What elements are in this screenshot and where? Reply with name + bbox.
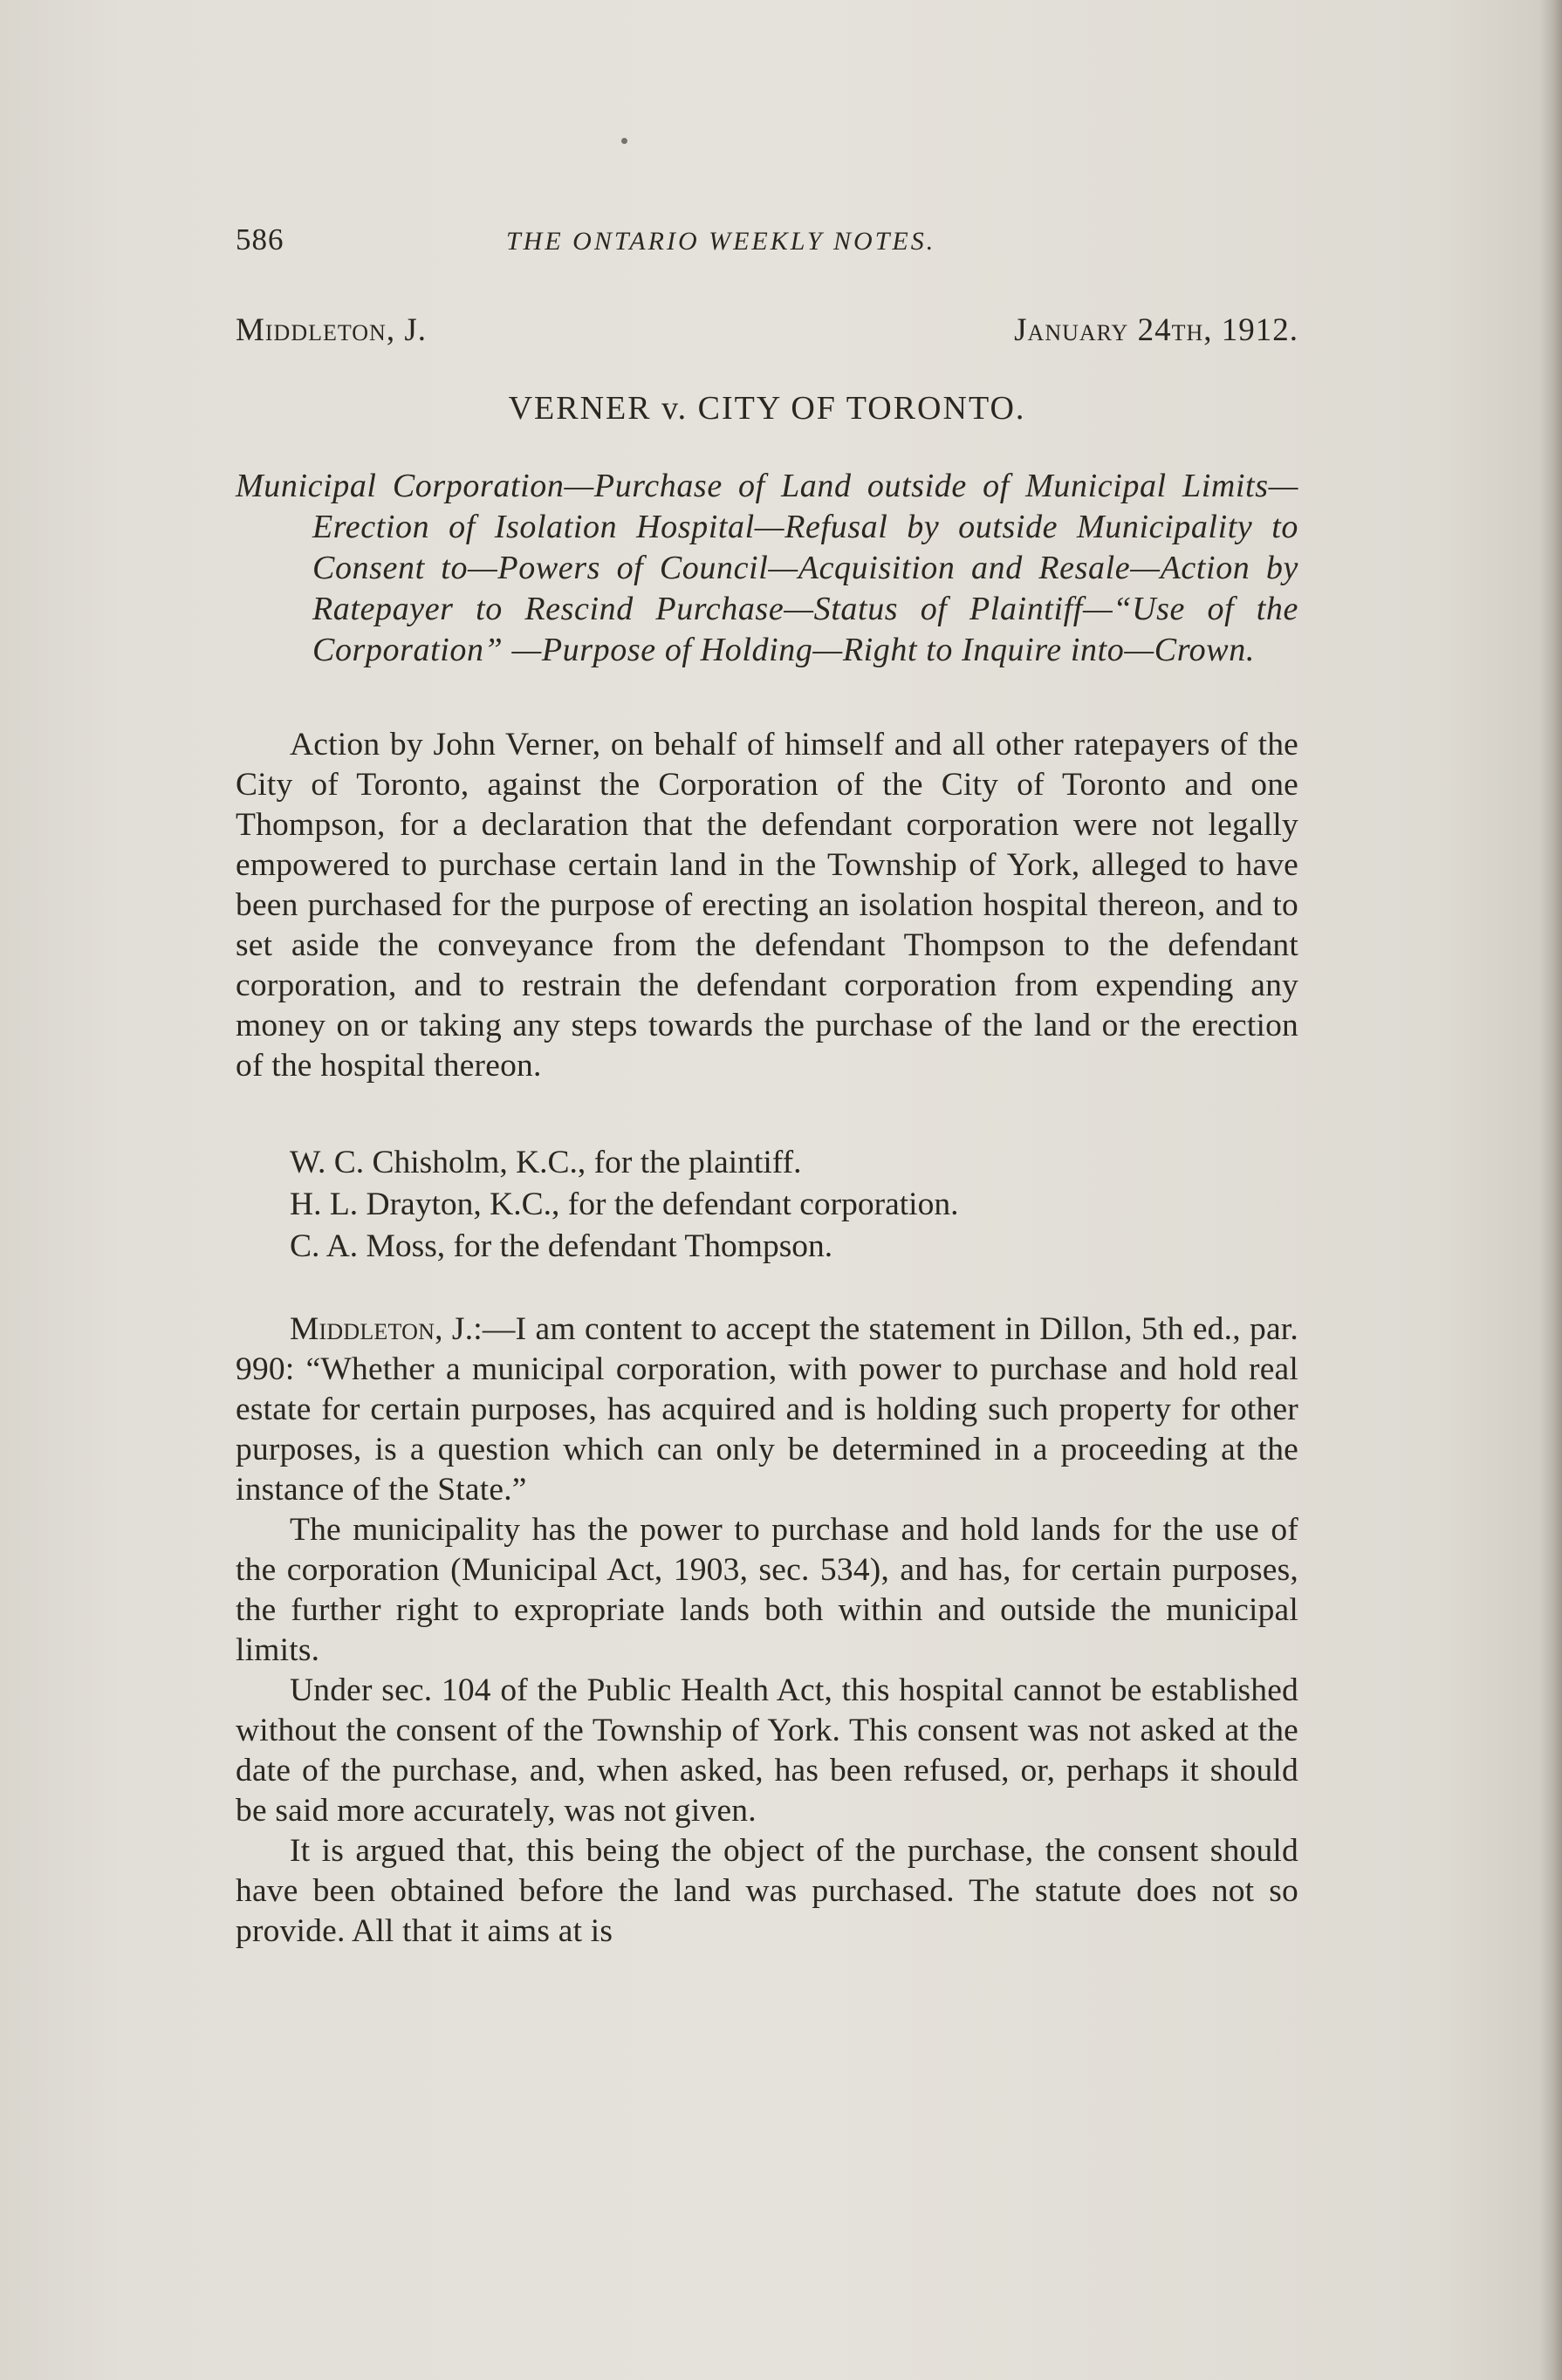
statement-of-action: Action by John Verner, on behalf of himself and all other ratepayers of the City of Toronto, against the Corporation of the City of Toronto and one Thompson, for a declaration that the defendant corporation were not legally empowered to purchase certain land in the Township of York, alleged to have been purchased for the purpose of erecting an isolation hospital thereon, and to set aside the conveyance from the defendant Thompson to the defendant corporation, and to restrain the defendant corporation from expending any money on or taking any steps towards the purchase of the land or the erection of the hospital thereon. [236,727,1298,1084]
headnote: Municipal Corporation—Purchase of Land outside of Municipal Limits—Erection of Isolation Hospital—Refusal by outside Municipality to Consent to—Powers of Council—Acquisition and Resale—Action by Ratepayer to Rescind Purchase—Status of Plaintiff—“Use of the Corporation” —Purpose of Holding—Right to Inquire into—Crown. [236,468,1298,668]
counsel-defendant-thompson: C. A. Moss, for the defendant Thompson. [290,1228,833,1264]
counsel-plaintiff: W. C. Chisholm, K.C., for the plaintiff. [290,1145,802,1180]
judgment-judge-label: Middleton, J. [290,1311,474,1347]
case-title: VERNER v. CITY OF TORONTO. [508,390,1026,427]
counsel-list [236,1142,1298,1268]
judgment-opening-text: :—I am content to accept the statement in Dillon, 5th ed., par. 990: “Whether a municipal corporation, with power to purchase and hold real estate for certain purposes, has acquired and is holding such property for other purposes, is a question which can only be determined in a proceeding at the instance of the State.” [236,1311,1298,1508]
counsel-defendant-corporation: H. L. Drayton, K.C., for the defendant corporation. [290,1187,959,1222]
judge-date-line [236,311,1298,349]
page-number: 586 [236,222,284,256]
decision-date: January 24th, 1912. [1014,312,1298,348]
journal-title: THE ONTARIO WEEKLY NOTES. [506,227,936,256]
judgment-paragraph: The municipality has the power to purchase and hold lands for the use of the corporation (Municipal Act, 1903, sec. 534), and has, for certain purposes, the further right to expropriate lands both within and outside the municipal limits. [236,1512,1298,1668]
running-head [236,222,1298,266]
page-edge-shadow [1539,0,1562,2380]
page-content [236,222,1298,1952]
judge-name: Middleton, J. [236,312,427,348]
judgment-paragraph: It is argued that, this being the object of the purchase, the consent should have been obtained before the land was purchased. The statute does not so provide. All that it aims at is [236,1833,1298,1949]
judgment-opening [236,1310,1298,1510]
ink-dot [621,138,627,144]
judgment-paragraph: Under sec. 104 of the Public Health Act, this hospital cannot be established without the consent of the Township of York. This consent was not asked at the date of the purchase, and, when asked, has been refused, or, perhaps it should be said more accurately, was not given. [236,1672,1298,1829]
